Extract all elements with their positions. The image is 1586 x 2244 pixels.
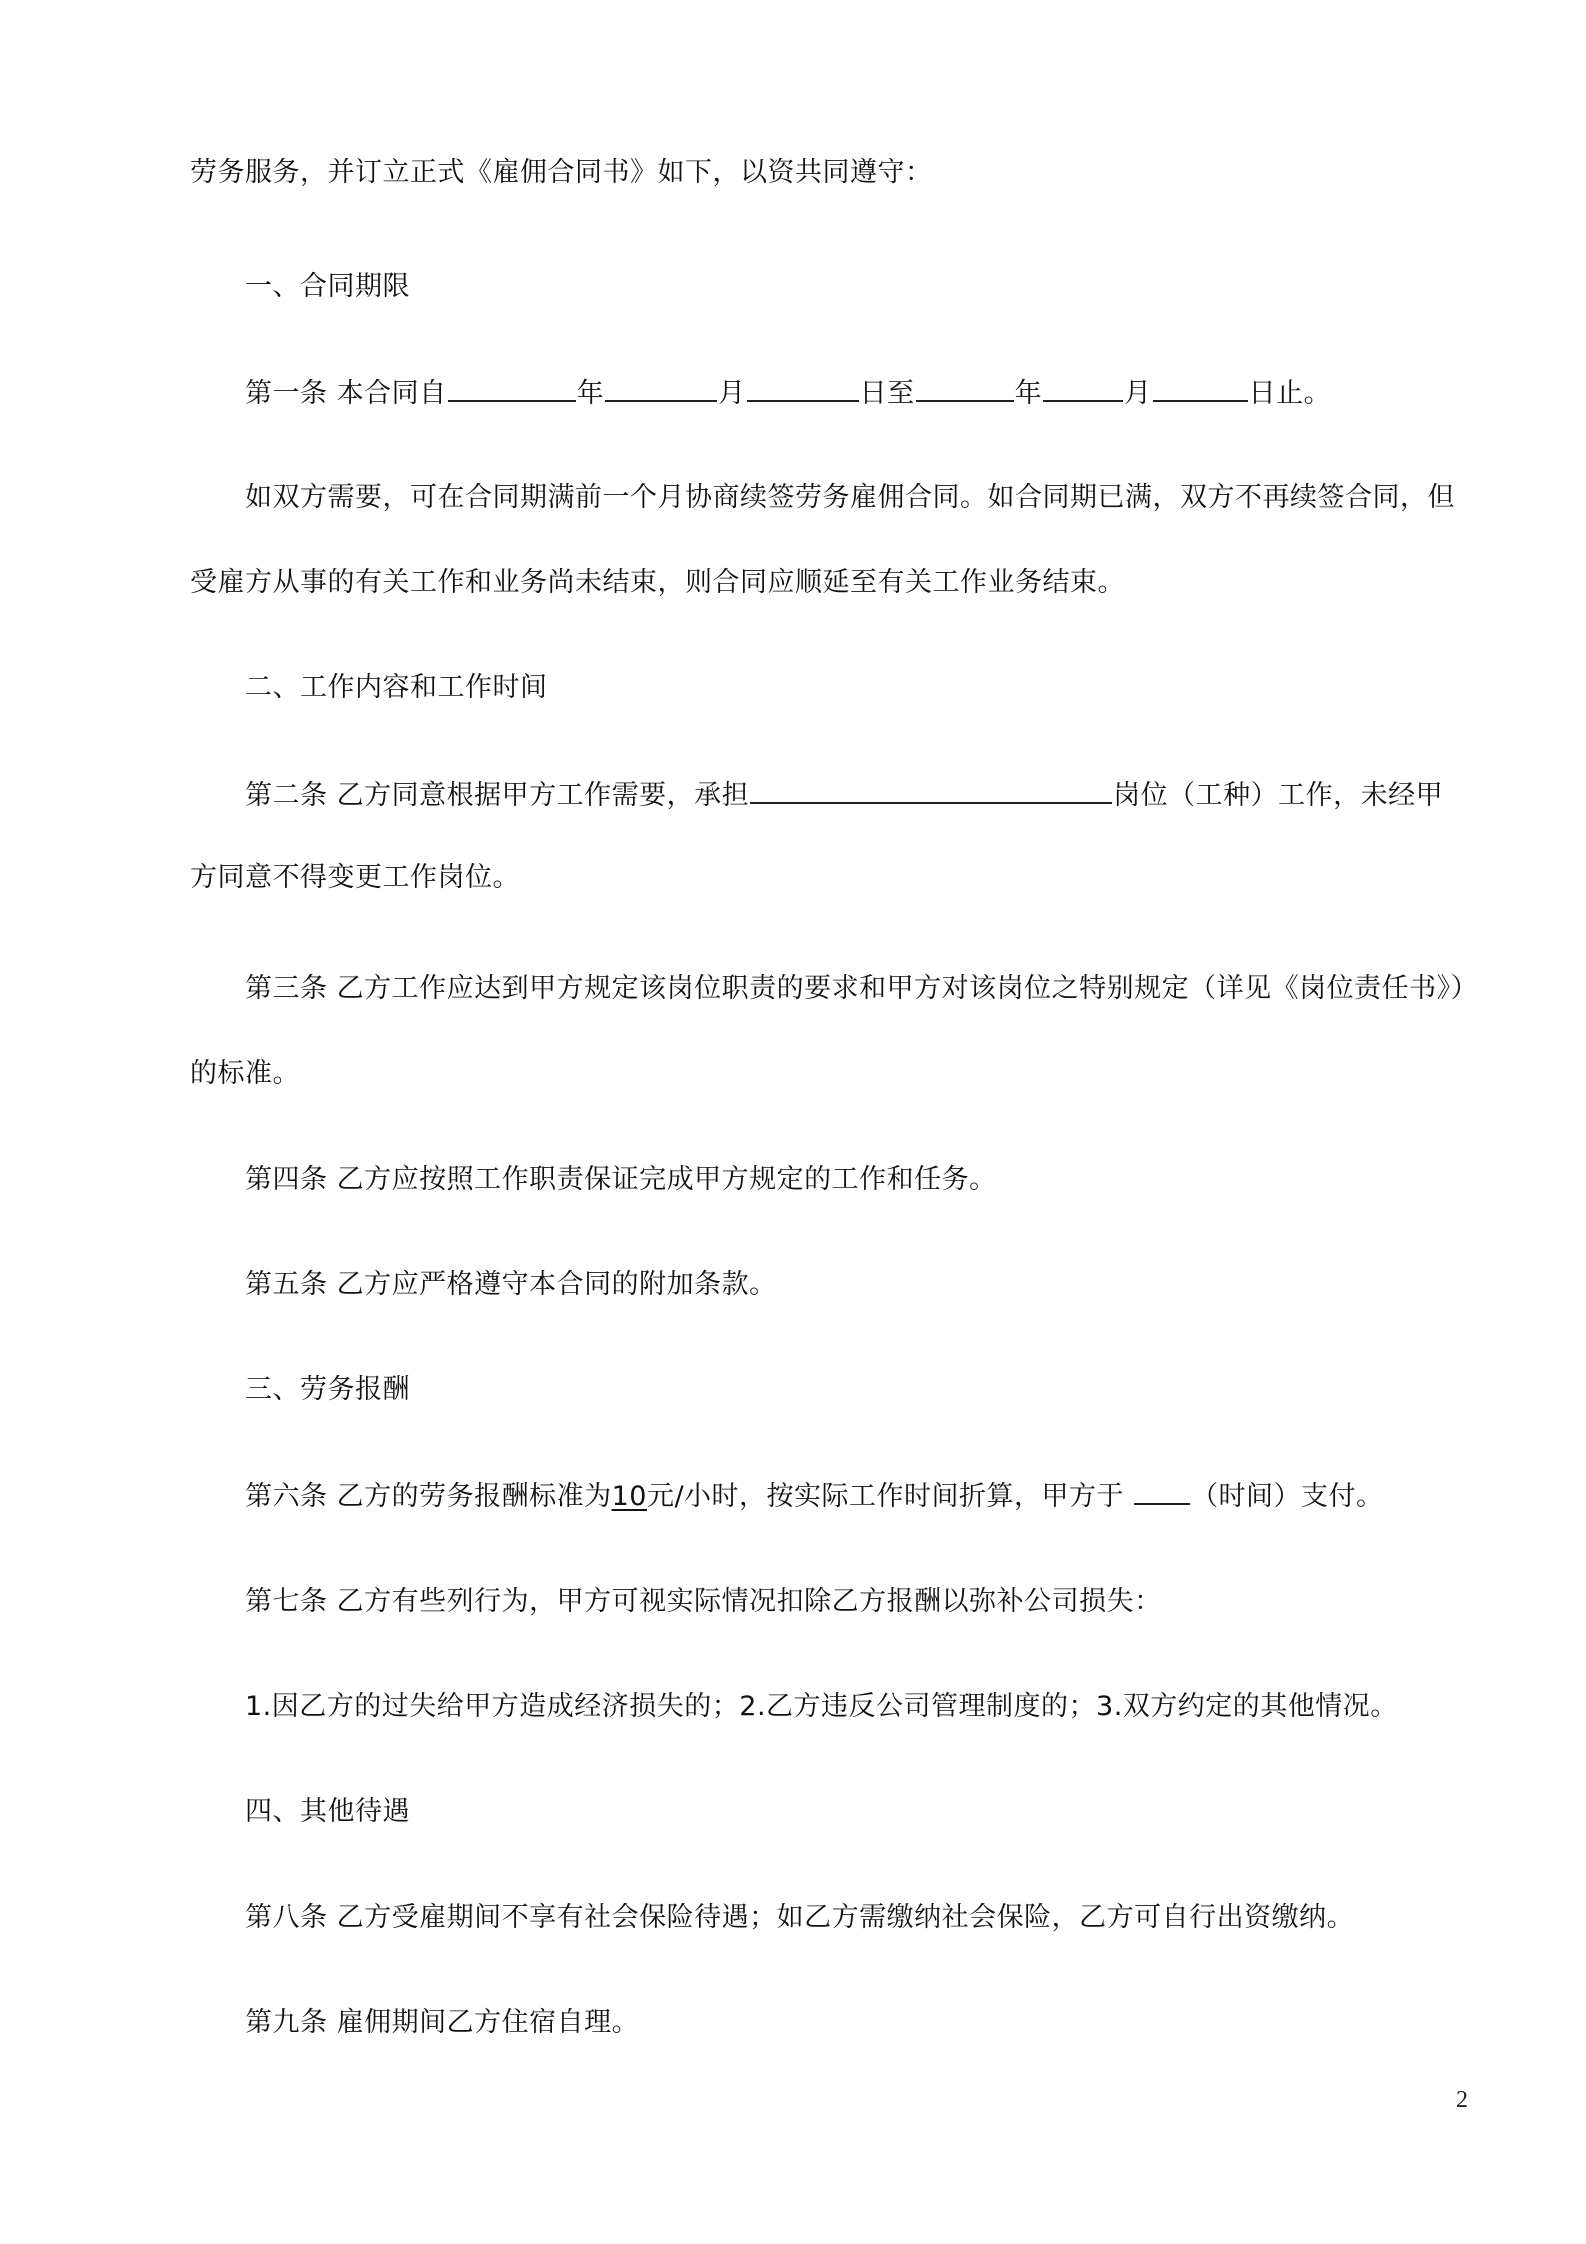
article-6-suffix: （时间）支付。 [1191, 1481, 1384, 1512]
blank-end-day [1153, 372, 1248, 402]
blank-position [750, 774, 1112, 804]
article-3-line-1: 第三条 乙方工作应达到甲方规定该岗位职责的要求和甲方对该岗位之特别规定（详见《岗位责任书》） [245, 973, 1479, 1004]
paragraph-intro: 劳务服务，并订立正式《雇佣合同书》如下，以资共同遵守： [190, 157, 933, 188]
article-1 [245, 372, 1331, 414]
article-1-day-end-label: 日止。 [1248, 378, 1332, 409]
article-9: 第九条 雇佣期间乙方住宿自理。 [245, 2007, 640, 2038]
section-heading-contract-term: 一、合同期限 [245, 271, 410, 302]
article-1-prefix: 第一条 本合同自 [245, 378, 447, 409]
blank-start-year [448, 372, 576, 402]
article-6 [245, 1475, 1384, 1517]
section-heading-remuneration: 三、劳务报酬 [245, 1374, 410, 1405]
blank-end-year [916, 372, 1014, 402]
article-1-year-label: 年 [576, 378, 605, 409]
blank-end-month [1043, 372, 1123, 402]
blank-start-day [747, 372, 859, 402]
article-1-year2-label: 年 [1014, 378, 1043, 409]
article-2-line-1 [245, 774, 1443, 816]
article-8: 第八条 乙方受雇期间不享有社会保险待遇；如乙方需缴纳社会保险，乙方可自行出资缴纳。 [245, 1902, 1355, 1933]
article-2-prefix: 第二条 乙方同意根据甲方工作需要，承担 [245, 780, 750, 811]
article-7-items: 1.因乙方的过失给甲方造成经济损失的；2.乙方违反公司管理制度的；3.双方约定的其他情况。 [245, 1691, 1398, 1722]
article-6-prefix: 第六条 乙方的劳务报酬标准为 [245, 1481, 612, 1512]
article-6-rate: 10 [611, 1481, 647, 1512]
article-2-suffix: 岗位（工种）工作，未经甲 [1113, 780, 1444, 811]
page-number: 2 [1456, 2087, 1468, 2113]
section-heading-other-benefits: 四、其他待遇 [245, 1796, 410, 1827]
article-5: 第五条 乙方应严格遵守本合同的附加条款。 [245, 1269, 777, 1300]
article-7: 第七条 乙方有些列行为，甲方可视实际情况扣除乙方报酬以弥补公司损失： [245, 1586, 1162, 1617]
article-2-line-2: 方同意不得变更工作岗位。 [190, 862, 520, 893]
article-3-line-2: 的标准。 [190, 1058, 300, 1089]
blank-payment-time [1134, 1475, 1190, 1505]
blank-start-month [605, 372, 717, 402]
article-6-rate-unit: 元/小时，按实际工作时间折算，甲方于 [646, 1481, 1125, 1512]
article-4: 第四条 乙方应按照工作职责保证完成甲方规定的工作和任务。 [245, 1164, 997, 1195]
paragraph-renewal-line-1: 如双方需要，可在合同期满前一个月协商续签劳务雇佣合同。如合同期已满，双方不再续签合同，但 [245, 482, 1455, 513]
paragraph-renewal-line-2: 受雇方从事的有关工作和业务尚未结束，则合同应顺延至有关工作业务结束。 [190, 567, 1125, 598]
article-1-day-to-label: 日至 [859, 378, 915, 409]
section-heading-work-content: 二、工作内容和工作时间 [245, 672, 548, 703]
article-1-month2-label: 月 [1124, 378, 1152, 409]
article-1-month-label: 月 [718, 378, 746, 409]
